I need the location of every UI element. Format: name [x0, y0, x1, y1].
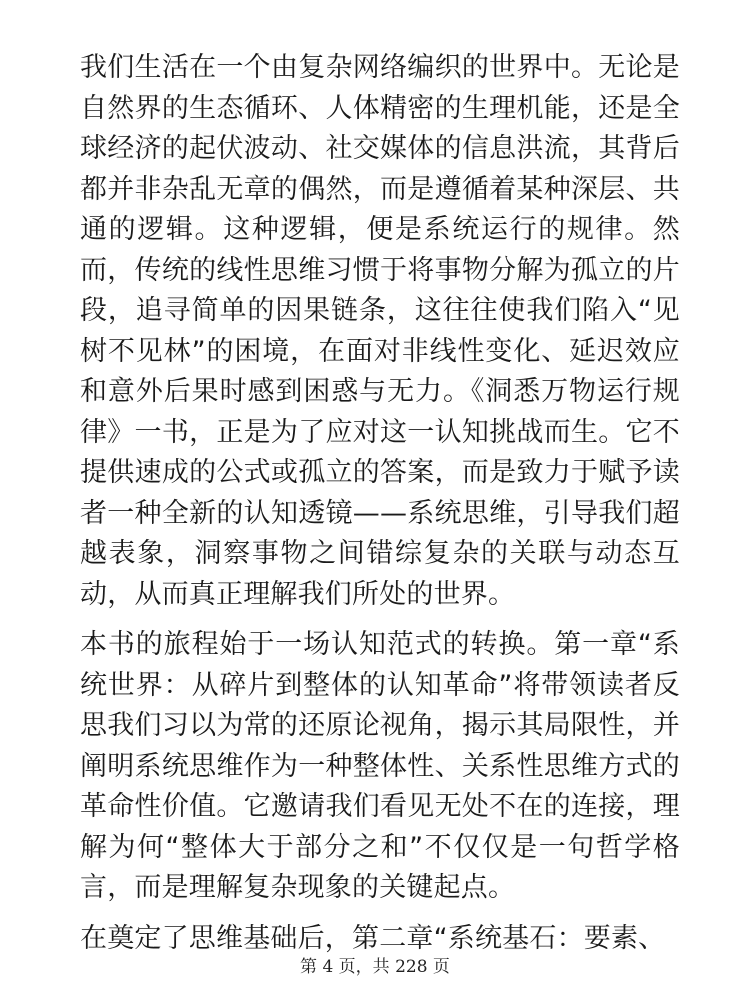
paragraph-2: 本书的旅程始于一场认知范式的转换。第一章“系统世界：从碎片到整体的认知革命”将带领读者反思我们习以为常的还原论视角，揭示其局限性，并阐明系统思维作为一种整体性、关系性思维方式的革命性价值。它邀请我们看见无处不在的连接，理解为何“整体大于部分之和”不仅仅是一句哲学格言，而是理解复杂现象的关键起点。 — [80, 629, 680, 903]
body-text — [80, 48, 680, 969]
page-number-footer: 第 4 页，共 228 页 — [300, 957, 450, 977]
paragraph-3: 在奠定了思维基础后，第二章“系统基石：要素、 — [80, 922, 666, 954]
paragraph-1: 我们生活在一个由复杂网络编织的世界中。无论是自然界的生态循环、人体精密的生理机能，还是全球经济的起伏波动、社交媒体的信息洪流，其背后都并非杂乱无章的偶然，而是遵循着某种深层、共通的逻辑。这种逻辑，便是系统运行的规律。然而，传统的线性思维习惯于将事物分解为孤立的片段，追寻简单的因果链条，这往往使我们陷入“见树不见林”的困境，在面对非线性变化、延迟效应和意外后果时感到困惑与无力。《洞悉万物运行规律》一书，正是为了应对这一认知挑战而生。它不提供速成的公式或孤立的答案，而是致力于赋予读者一种全新的认知透镜——系统思维，引导我们超越表象，洞察事物之间错综复杂的关联与动态互动，从而真正理解我们所处的世界。 — [80, 52, 680, 610]
